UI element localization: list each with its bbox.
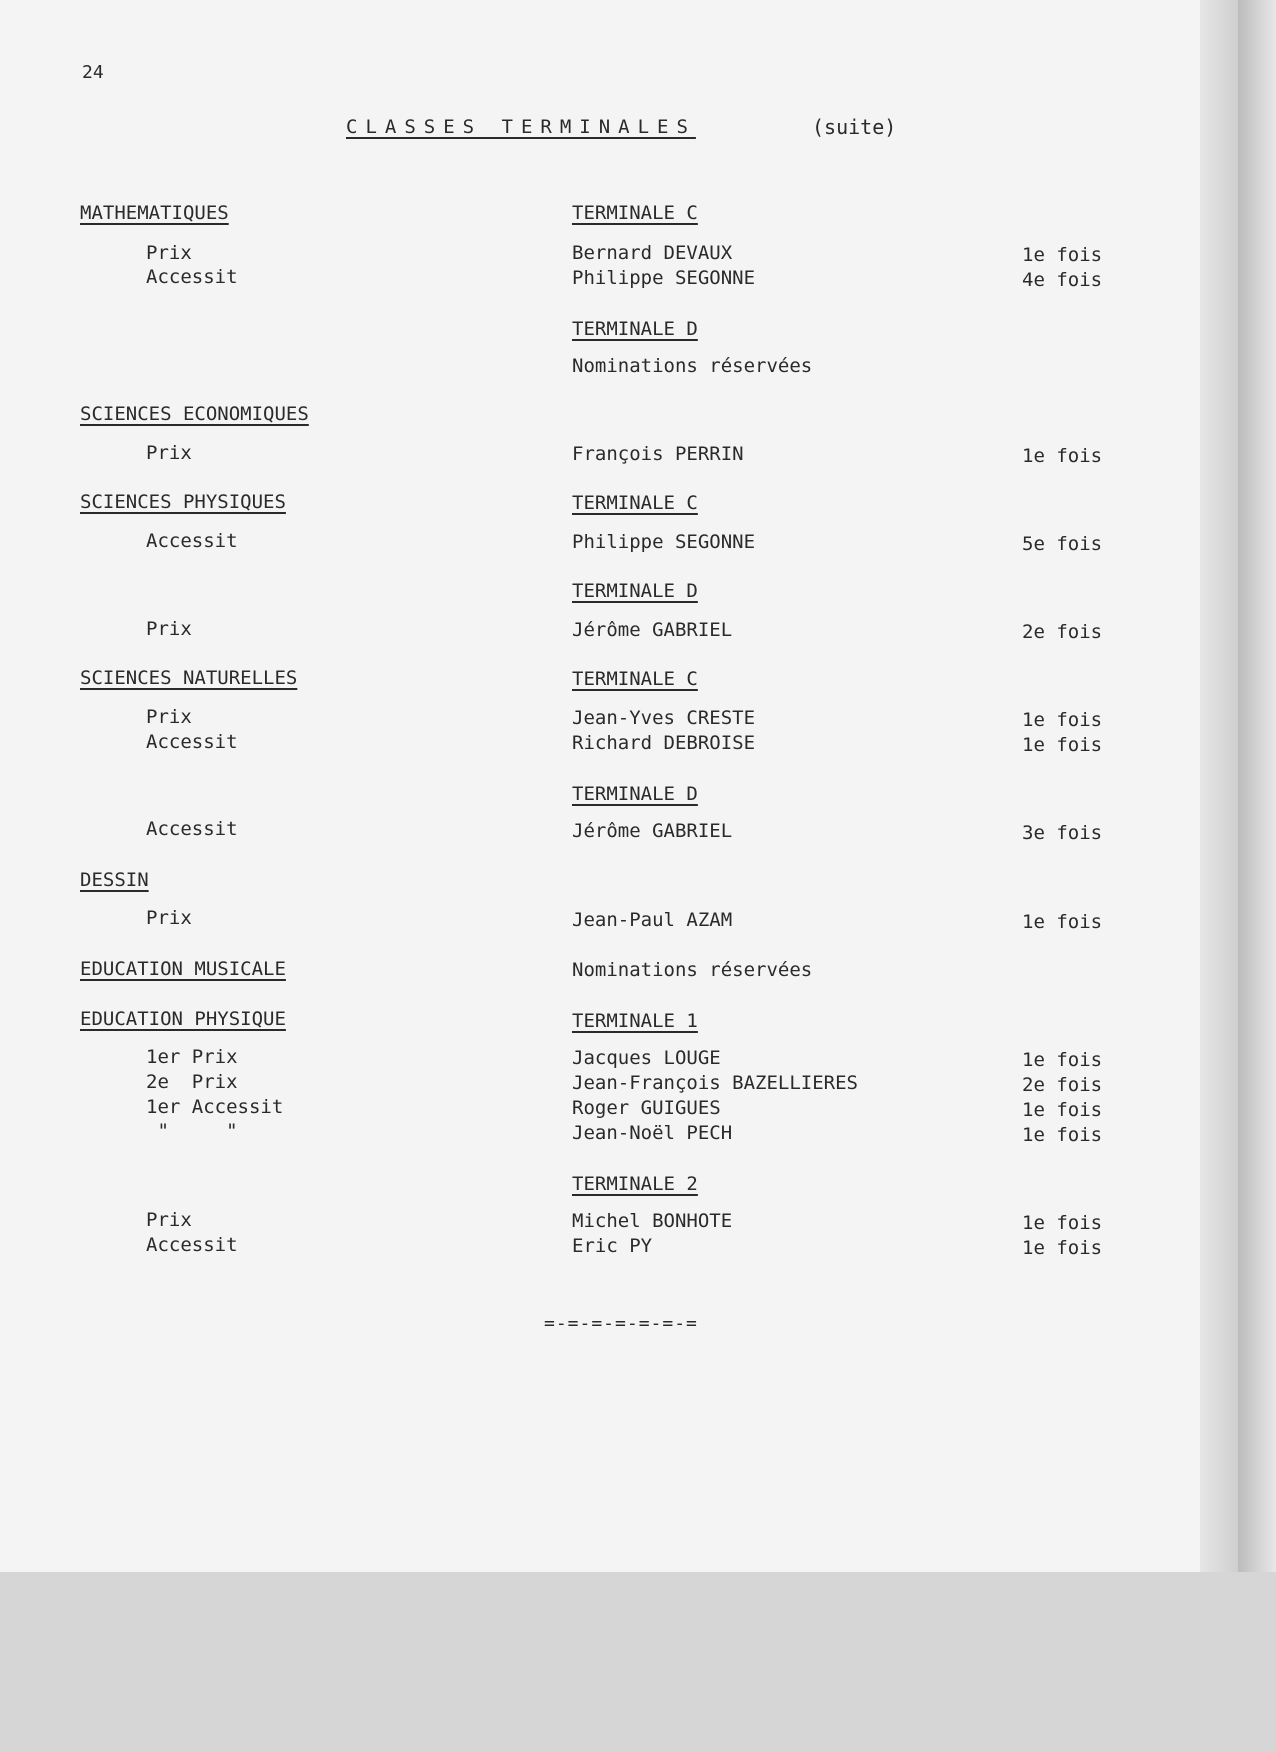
student-name: Jean-Yves CRESTE <box>572 707 756 729</box>
student-name: Philippe SEGONNE <box>572 531 756 553</box>
award-label: Prix <box>146 907 192 929</box>
subject-heading: EDUCATION PHYSIQUE <box>80 1008 286 1030</box>
award-count: 2e fois <box>1022 1074 1103 1096</box>
student-name: Jérôme GABRIEL <box>572 820 733 842</box>
class-heading: TERMINALE D <box>572 783 698 805</box>
award-count: 1e fois <box>1022 1099 1103 1121</box>
award-count: 1e fois <box>1022 244 1103 266</box>
award-label: 2e Prix <box>146 1071 238 1093</box>
subject-heading: SCIENCES NATURELLES <box>80 667 298 689</box>
student-name: Eric PY <box>572 1235 653 1257</box>
award-count: 1e fois <box>1022 1237 1103 1259</box>
end-separator: =-=-=-=-=-=-= <box>544 1313 698 1334</box>
subject-heading: SCIENCES ECONOMIQUES <box>80 403 309 425</box>
award-count: 1e fois <box>1022 911 1103 933</box>
subject-heading: SCIENCES PHYSIQUES <box>80 491 286 513</box>
student-name: Jean-Paul AZAM <box>572 909 733 931</box>
award-label: Accessit <box>146 530 238 552</box>
award-count: 1e fois <box>1022 709 1103 731</box>
class-heading: TERMINALE C <box>572 492 698 514</box>
class-heading: TERMINALE D <box>572 580 698 602</box>
award-count: 4e fois <box>1022 269 1103 291</box>
award-label: Prix <box>146 1209 192 1231</box>
class-heading: TERMINALE 2 <box>572 1173 698 1195</box>
award-count: 3e fois <box>1022 822 1103 844</box>
scan-background <box>0 1572 1276 1752</box>
award-label: " " <box>146 1120 238 1142</box>
award-label: Accessit <box>146 1234 238 1256</box>
class-heading: TERMINALE D <box>572 318 698 340</box>
student-name: Richard DEBROISE <box>572 732 756 754</box>
class-heading: TERMINALE 1 <box>572 1010 698 1032</box>
page-number: 24 <box>82 62 104 83</box>
award-count: 1e fois <box>1022 734 1103 756</box>
subject-heading: EDUCATION MUSICALE <box>80 958 286 980</box>
page-title: CLASSES TERMINALES <box>346 116 696 138</box>
award-label: Prix <box>146 706 192 728</box>
award-count: 5e fois <box>1022 533 1103 555</box>
page-edge-shadow <box>1238 0 1276 1572</box>
class-heading: TERMINALE C <box>572 668 698 690</box>
subject-heading: DESSIN <box>80 869 149 891</box>
student-name: Roger GUIGUES <box>572 1097 721 1119</box>
student-name: Jacques LOUGE <box>572 1047 721 1069</box>
award-label: Accessit <box>146 731 238 753</box>
award-label: Accessit <box>146 266 238 288</box>
award-label: Prix <box>146 442 192 464</box>
award-label: 1er Prix <box>146 1046 238 1068</box>
award-label: Prix <box>146 242 192 264</box>
award-count: 1e fois <box>1022 1124 1103 1146</box>
subject-heading: MATHEMATIQUES <box>80 202 229 224</box>
student-name: Philippe SEGONNE <box>572 267 756 289</box>
nominations-note: Nominations réservées <box>572 355 813 377</box>
award-count: 1e fois <box>1022 1049 1103 1071</box>
award-label: 1er Accessit <box>146 1096 284 1118</box>
award-count: 2e fois <box>1022 621 1103 643</box>
student-name: Jean-François BAZELLIERES <box>572 1072 858 1094</box>
class-heading: TERMINALE C <box>572 202 698 224</box>
student-name: Jérôme GABRIEL <box>572 619 733 641</box>
nominations-note: Nominations réservées <box>572 959 813 981</box>
student-name: Bernard DEVAUX <box>572 242 733 264</box>
page-title-suffix: (suite) <box>812 115 897 139</box>
award-count: 1e fois <box>1022 1212 1103 1234</box>
student-name: Michel BONHOTE <box>572 1210 733 1232</box>
award-count: 1e fois <box>1022 445 1103 467</box>
award-label: Prix <box>146 618 192 640</box>
student-name: Jean-Noël PECH <box>572 1122 733 1144</box>
award-label: Accessit <box>146 818 238 840</box>
student-name: François PERRIN <box>572 443 744 465</box>
